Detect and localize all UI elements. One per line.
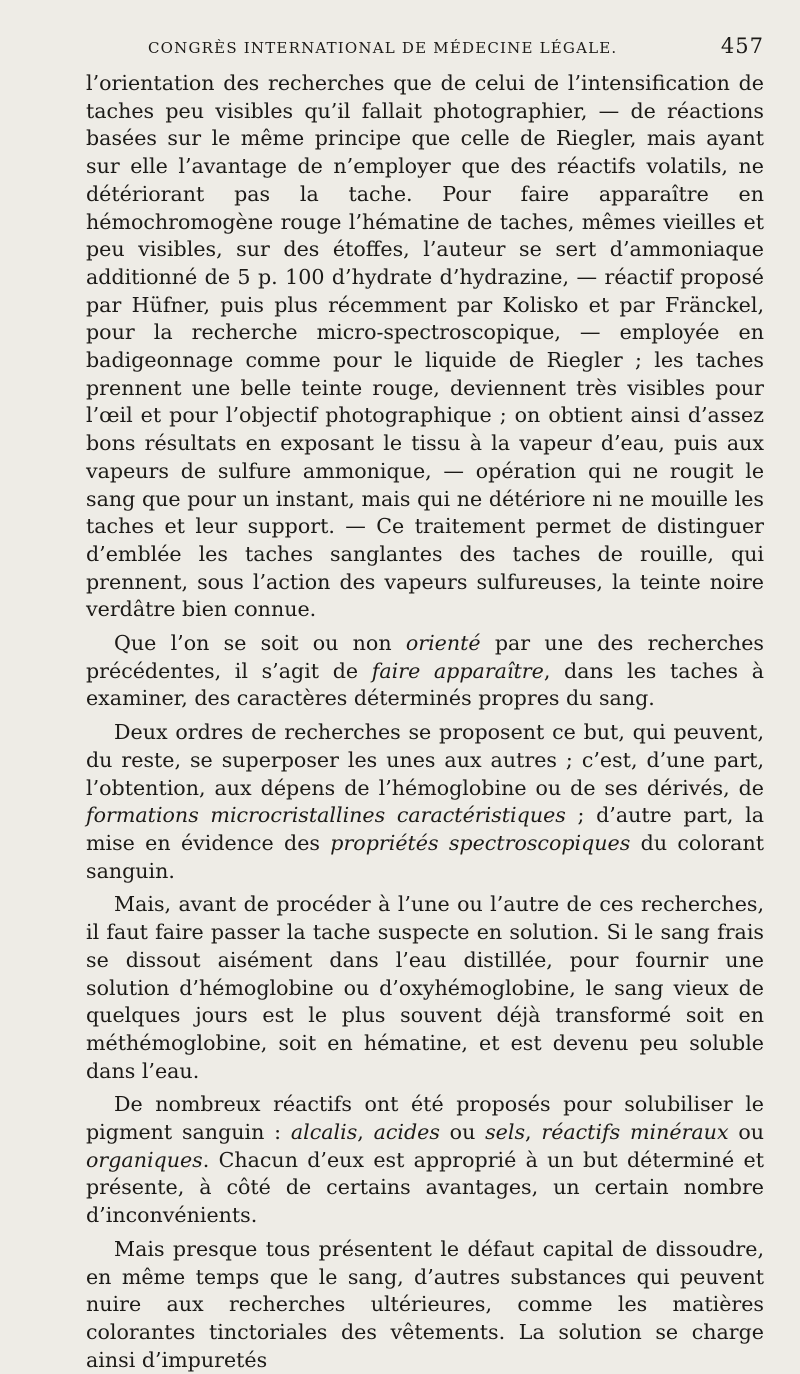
italic-text: formations microcristallines caractéristiques <box>86 803 566 828</box>
paragraph <box>86 1091 764 1230</box>
running-head: CONGRÈS INTERNATIONAL DE MÉDECINE LÉGALE. <box>148 39 618 57</box>
paragraph <box>86 891 764 1085</box>
text-run: par une des recherches précédentes, il s’agit de <box>86 631 764 683</box>
text-run: ; d’autre part, la mise en évidence des <box>86 803 764 855</box>
text-run: Mais presque tous présentent le défaut capital de dissoudre, en même temps que le sang, d’autres substances qui peuvent nuire aux recherches ultérieures, comme les matières colorantes tinctoriales des vêtements. La solution se charge ainsi d’impuretés <box>86 1236 764 1372</box>
paragraph <box>86 630 764 713</box>
italic-text: alcalis <box>290 1120 358 1145</box>
text-run: l’orientation des recherches que de celui de l’intensification de taches peu visibles qu’il fallait photographier, — de réactions basées sur le même principe que celle de Riegler, mais ayant sur elle l’avantage de n’employer que des réactifs volatils, ne détériorant pas la tache. Pour faire apparaître en hémochromogène rouge l’hématine de taches, mêmes vieilles et peu visibles, sur des étoffes, l’auteur se sert d’ammoniaque additionné de 5 p. 100 d’hydrate d’hydrazine, — réactif proposé par Hüfner, puis plus récemment par Kolisko et par Fränckel, pour la recherche micro-spectroscopique, — employée en badigeonnage comme pour le liquide de Riegler ; les taches prennent une belle teinte rouge, deviennent très visibles pour l’œil et pour l’objectif photographique ; on obtient ainsi d’assez bons résultats en exposant le tissu à la vapeur d’eau, puis aux vapeurs de sulfure ammonique, — opération qui ne rougit le sang que pour un instant, mais qui ne détériore ni ne mouille les taches et leur support. — Ce traitement permet de distinguer d’emblée les taches sanglantes des taches de rouille, qui prennent, sous l’action des vapeurs sulfureuses, la teinte noire verdâtre bien connue. <box>86 71 764 622</box>
paragraph <box>86 719 764 885</box>
page-number: 457 <box>720 34 764 58</box>
page-header <box>86 34 764 60</box>
italic-text: acides <box>373 1120 440 1145</box>
text-run: ou <box>439 1120 486 1145</box>
paragraph <box>86 70 764 624</box>
text-run: ou <box>728 1120 764 1145</box>
italic-text: orienté <box>405 631 481 656</box>
text-run: , <box>525 1120 542 1145</box>
text-run: du colorant sanguin. <box>86 830 764 883</box>
paragraph <box>86 1236 764 1374</box>
italic-text: propriétés spectroscopiques <box>330 830 631 855</box>
italic-text: réactifs minéraux <box>541 1120 729 1145</box>
text-run: Que l’on se soit ou non <box>114 631 406 656</box>
text-run: Deux ordres de recherches se proposent ce but, qui peuvent, du reste, se superposer les unes aux autres ; c’est, d’une part, l’obtention, aux dépens de l’hémoglobine ou de ses dérivés, de <box>86 720 764 800</box>
text-run: Mais, avant de procéder à l’une ou l’autre de ces recherches, il faut faire passer la tache suspecte en solution. Si le sang frais se dissout aisément dans l’eau distillée, pour fournir une solution d’hémoglobine ou d’oxyhémoglobine, le sang vieux de quelques jours est le plus souvent déjà transformé soit en méthémoglobine, soit en hématine, et est devenu peu soluble dans l’eau. <box>86 892 764 1083</box>
text-run: , dans les taches à examiner, des caractères déterminés propres du sang. <box>86 658 765 711</box>
body-text <box>86 70 764 1374</box>
italic-text: faire apparaître <box>371 658 544 683</box>
text-run: . Chacun d’eux est approprié à un but déterminé et présente, à côté de certains avantages, un certain nombre d’inconvénients. <box>86 1147 764 1228</box>
italic-text: sels <box>485 1120 526 1145</box>
text-run: De nombreux réactifs ont été proposés pour solubiliser le pigment sanguin : <box>86 1092 764 1145</box>
text-run: , <box>357 1120 374 1145</box>
italic-text: organiques <box>86 1147 203 1172</box>
